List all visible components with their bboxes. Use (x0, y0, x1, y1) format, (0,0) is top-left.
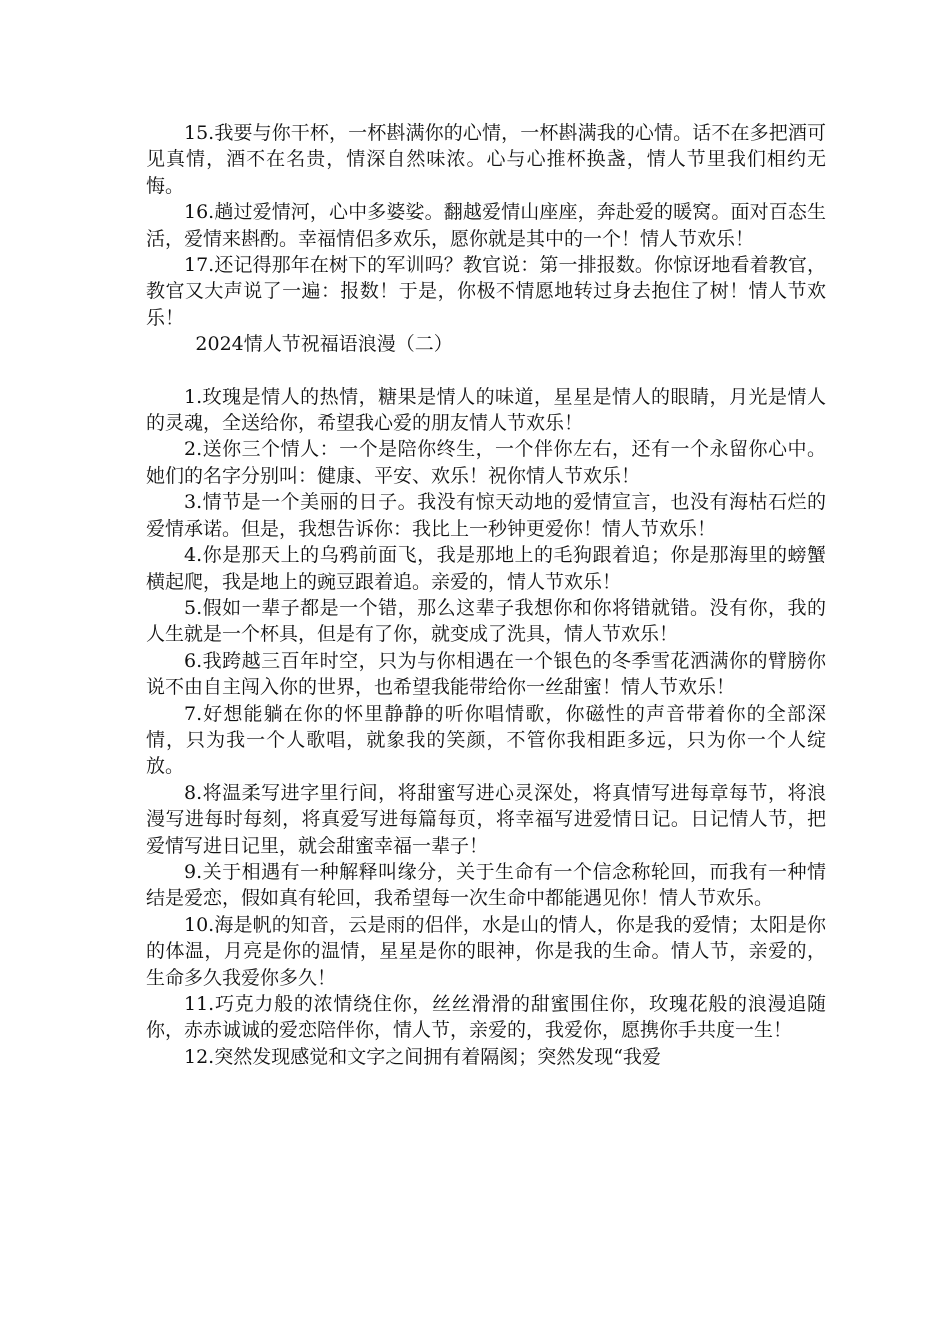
paragraph-12: 12.突然发现感觉和文字之间拥有着隔阂；突然发现“我爱 (184, 1045, 661, 1068)
paragraph-9: 9.关于相遇有一种解释叫缘分，关于生命有一个信念称轮回，而我有一种情结是爱恋，假如真有轮回，我希望每一次生命中都能遇见你！情人节欢乐。 (146, 860, 826, 910)
blank-line (146, 358, 826, 384)
paragraph-10: 10.海是帆的知音，云是雨的侣伴，水是山的情人，你是我的爱情；太阳是你的体温，月亮是你的温情，星星是你的眼神，你是我的生命。情人节，亲爱的，生命多久我爱你多久！ (146, 913, 826, 989)
paragraph-16: 16.趟过爱情河，心中多婆娑。翻越爱情山座座，奔赴爱的暖窝。面对百态生活，爱情来斟酌。幸福情侣多欢乐，愿你就是其中的一个！情人节欢乐！ (146, 201, 826, 250)
paragraph-7: 7.好想能躺在你的怀里静静的听你唱情歌，你磁性的声音带着你的全部深情，只为我一个人歌唱，就象我的笑颜，不管你我相距多远，只为你一个人绽放。 (146, 702, 826, 778)
paragraph-15: 15.我要与你干杯，一杯斟满你的心情，一杯斟满我的心情。话不在多把酒可见真情，酒不在名贵，情深自然味浓。心与心推杯换盏，情人节里我们相约无悔。 (146, 122, 826, 197)
paragraph-4: 4.你是那天上的乌鸦前面飞，我是那地上的毛狗跟着追；你是那海里的螃蟹横起爬，我是地上的豌豆跟着追。亲爱的，情人节欢乐！ (146, 544, 826, 593)
paragraph-3: 3.情节是一个美丽的日子。我没有惊天动地的爱情宣言，也没有海枯石烂的爱情承诺。但是，我想告诉你：我比上一秒钟更爱你！情人节欢乐！ (146, 491, 826, 540)
paragraph-17: 17.还记得那年在树下的军训吗？教官说：第一排报数。你惊讶地看着教官，教官又大声说了一遍：报数！于是，你极不情愿地转过身去抱住了树！情人节欢乐！ (146, 254, 826, 329)
paragraph-2: 2.送你三个情人：一个是陪你终生，一个伴你左右，还有一个永留你心中。她们的名字分别叫：健康、平安、欢乐！祝你情人节欢乐！ (146, 438, 826, 487)
paragraph-6: 6.我跨越三百年时空，只为与你相遇在一个银色的冬季雪花洒满你的臂膀你说不由自主闯入你的世界，也希望我能带给你一丝甜蜜！情人节欢乐！ (146, 649, 826, 699)
paragraph-11: 11.巧克力般的浓情绕住你，丝丝滑滑的甜蜜围住你，玫瑰花般的浪漫追随你，赤赤诚诚的爱恋陪伴你，情人节，亲爱的，我爱你，愿携你手共度一生！ (146, 993, 826, 1042)
section-heading: 2024情人节祝福语浪漫（二） (195, 333, 453, 356)
paragraph-1: 1.玫瑰是情人的热情，糖果是情人的味道，星星是情人的眼睛，月光是情人的灵魂，全送给你，希望我心爱的朋友情人节欢乐！ (146, 385, 826, 435)
document-page (146, 120, 826, 1070)
paragraph-8: 8.将温柔写进字里行间，将甜蜜写进心灵深处，将真情写进每章每节，将浪漫写进每时每刻，将真爱写进每篇每页，将幸福写进爱情日记。日记情人节，把爱情写进日记里，就会甜蜜幸福一辈子！ (146, 781, 826, 857)
paragraph-5: 5.假如一辈子都是一个错，那么这辈子我想你和你将错就错。没有你，我的人生就是一个杯具，但是有了你，就变成了洗具，情人节欢乐！ (146, 596, 826, 646)
